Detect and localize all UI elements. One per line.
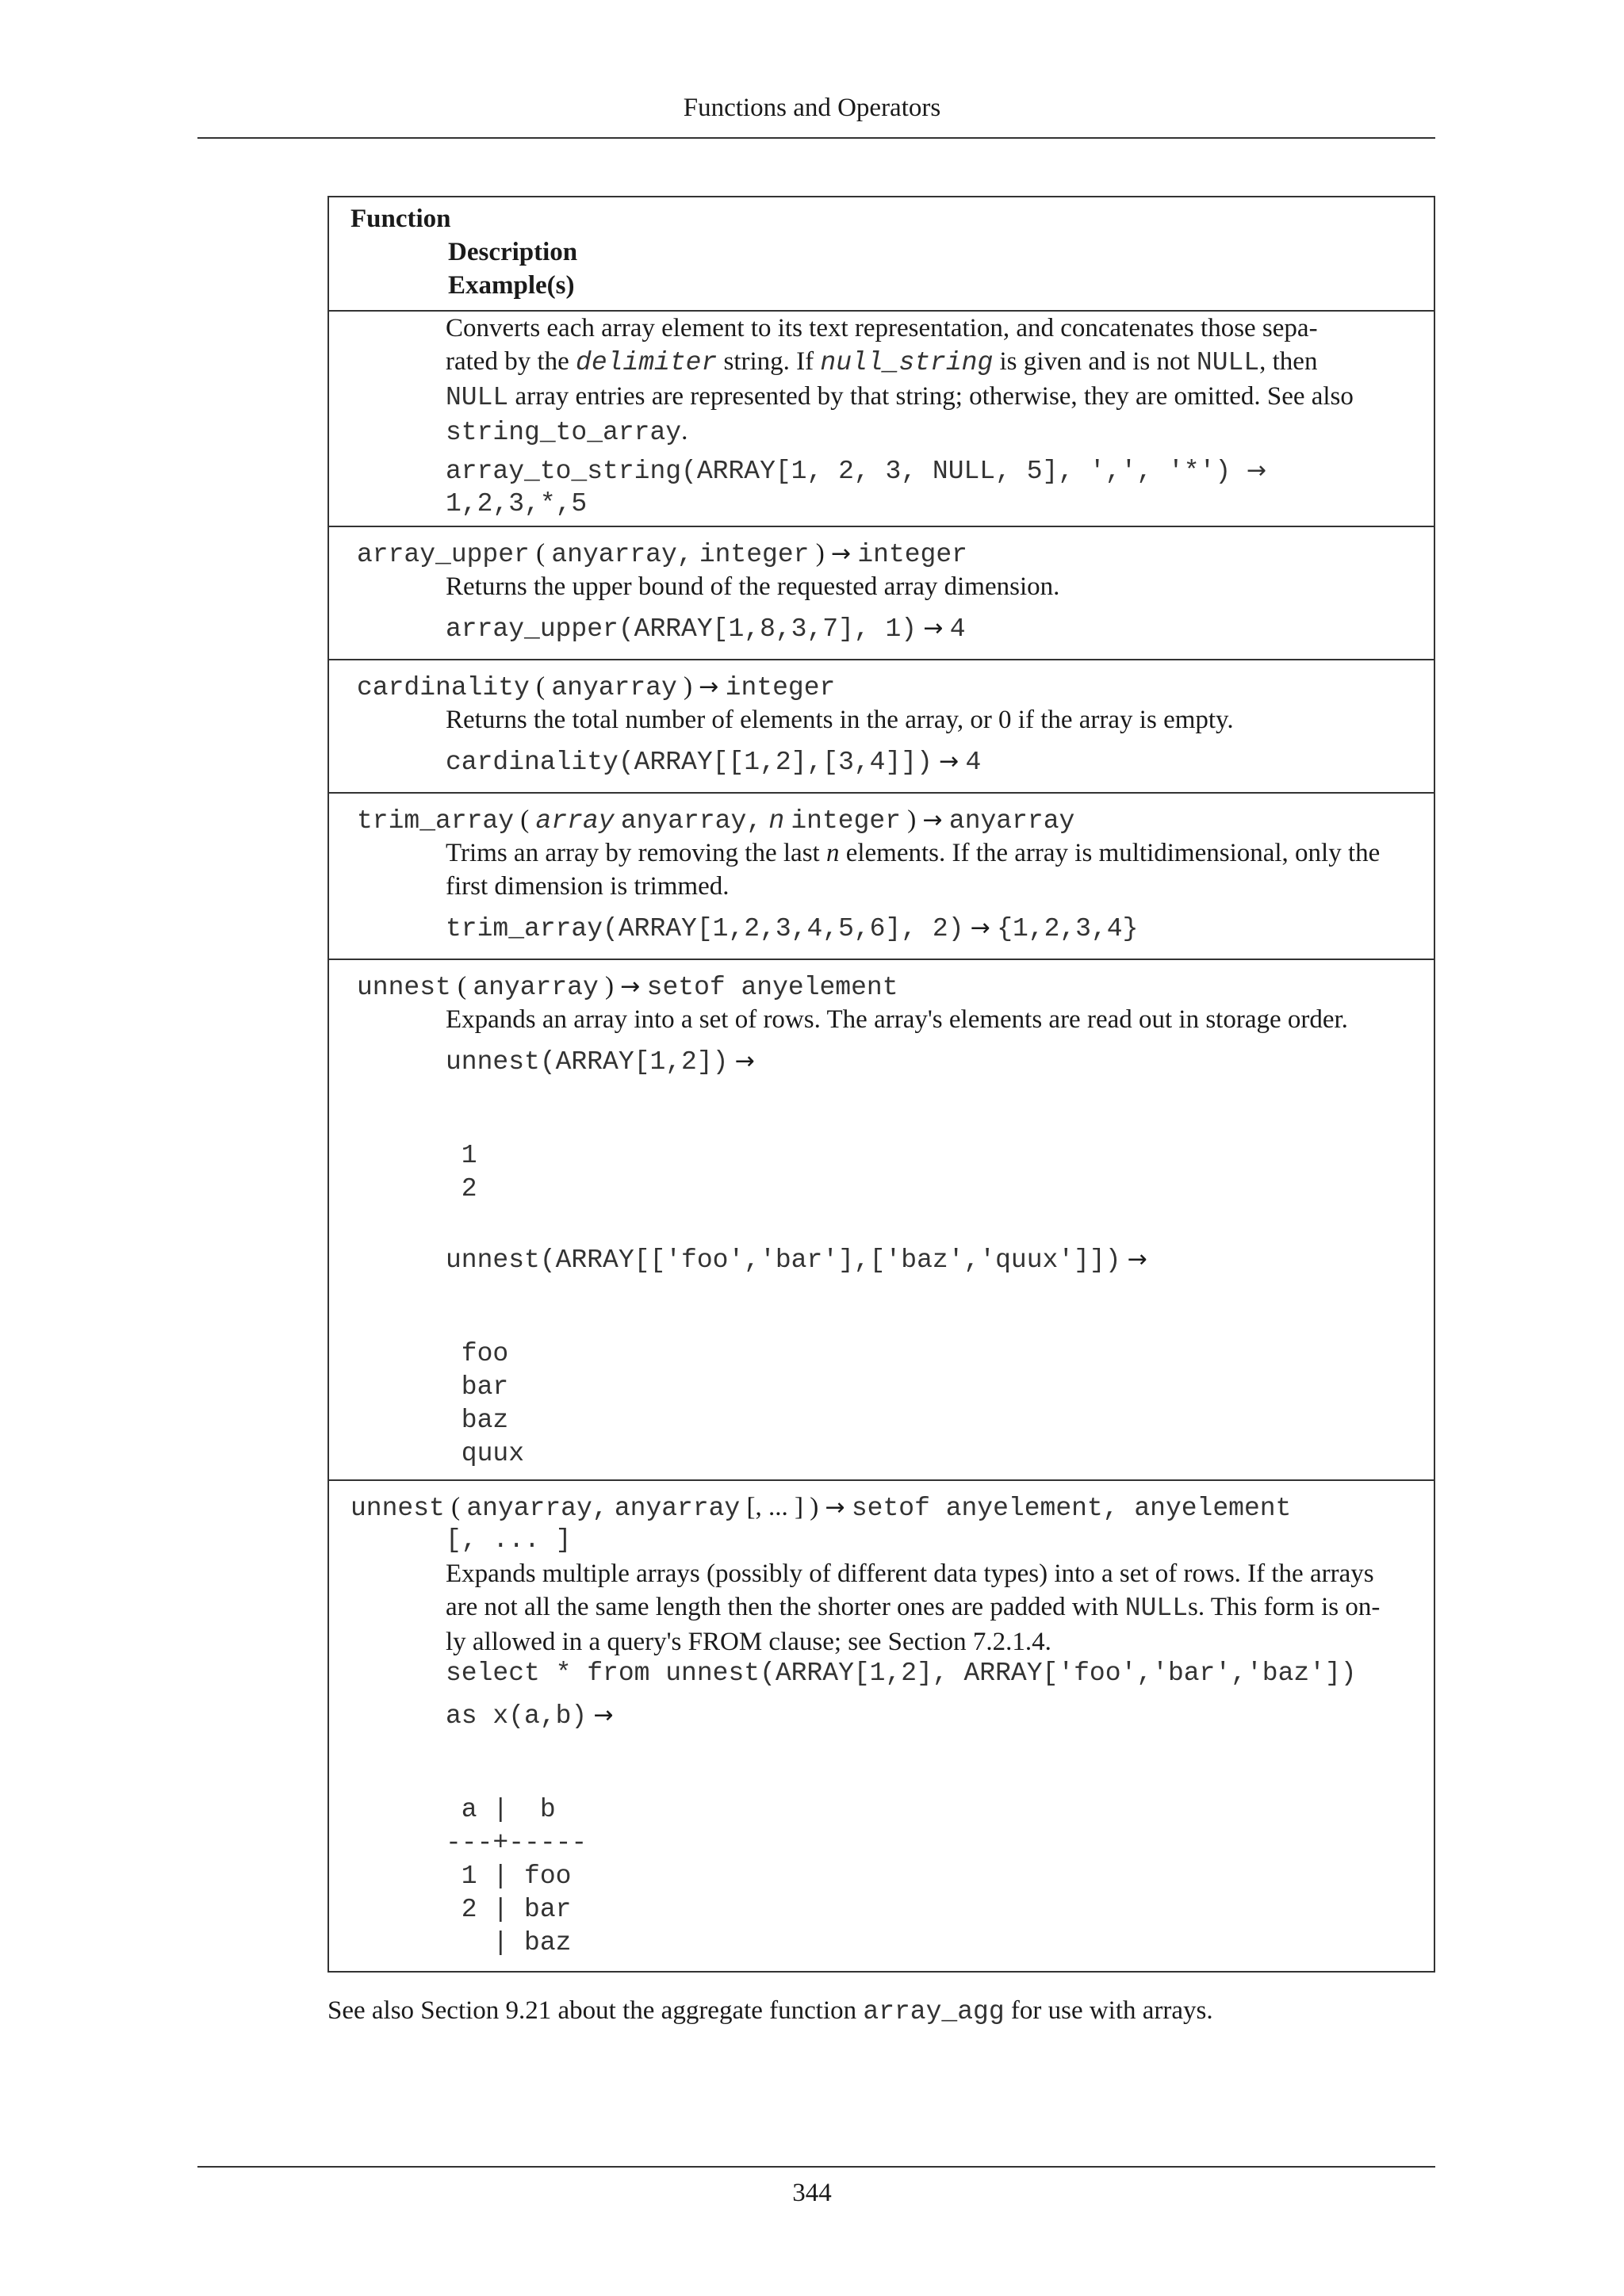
function-name: cardinality (357, 673, 530, 702)
description-text: s. This form is on- (1188, 1593, 1381, 1621)
arrow-icon: → (970, 914, 990, 942)
description-text: array entries are represented by that string; otherwise, they are omitted. See also (508, 382, 1354, 411)
paren: ( (520, 806, 530, 834)
example-output-line: a | b (446, 1795, 556, 1824)
null-keyword: NULL (1124, 1594, 1189, 1623)
param-name: n (768, 806, 785, 836)
example-output-line: 2 | bar (446, 1895, 572, 1924)
arg-type: integer (791, 806, 901, 836)
function-name: unnest (350, 1494, 445, 1523)
arg-type: anyarray, (466, 1494, 608, 1523)
paren: ) (815, 539, 825, 568)
return-type: setof anyelement, anyelement (851, 1494, 1292, 1523)
example-result: 4 (965, 748, 982, 777)
description-text: elements. If the array is multidimensional, only the (839, 839, 1381, 867)
paren: ) (810, 1493, 819, 1521)
paren: ) (684, 672, 693, 701)
function-description: Expands an array into a set of rows. The array's elements are read out in storage order. (446, 1005, 1348, 1034)
function-name: unnest (357, 973, 451, 1002)
param-null-string: null_string (820, 348, 994, 377)
example-output-line: baz (446, 1406, 509, 1435)
function-description (446, 1557, 1429, 1659)
example-code (446, 744, 981, 779)
string-to-array-link[interactable]: string_to_array (446, 418, 682, 447)
example-call: cardinality(ARRAY[[1,2],[3,4]]) (446, 748, 933, 777)
description-text: rated by the (446, 347, 576, 376)
null-keyword: NULL (1196, 348, 1260, 377)
description-text: is given and is not (993, 347, 1197, 376)
arrow-icon: → (922, 806, 943, 834)
page-number: 344 (792, 2179, 832, 2207)
function-table (327, 196, 1435, 1973)
arg-type: anyarray, (551, 540, 693, 569)
paren: ( (451, 1493, 461, 1521)
param-delimiter: delimiter (576, 348, 718, 377)
description-text: Trims an array by removing the last (446, 839, 826, 867)
table-row (329, 792, 1434, 959)
arg-type: anyarray, (620, 806, 763, 836)
arg-type: integer (699, 540, 810, 569)
arrow-icon: → (734, 1047, 755, 1075)
return-type: setof anyelement (646, 973, 898, 1002)
example-call: as x(a,b) (446, 1701, 588, 1731)
example-output-line: 2 (446, 1174, 477, 1203)
header-rule (197, 137, 1435, 139)
paren: ( (536, 539, 546, 568)
example-output-line: quux (446, 1439, 525, 1468)
example-code (446, 1242, 1147, 1277)
example-call: unnest(ARRAY[1,2]) (446, 1047, 729, 1077)
example-output-line: 1 | foo (446, 1862, 572, 1891)
example-output-line: 1 (446, 1141, 477, 1170)
function-signature (357, 670, 835, 705)
function-signature (357, 970, 898, 1004)
function-description: Returns the total number of elements in the array, or 0 if the array is empty. (446, 706, 1234, 734)
example-result: {1,2,3,4} (997, 914, 1139, 943)
return-type: anyarray (948, 806, 1075, 836)
example-call: array_upper(ARRAY[1,8,3,7], 1) (446, 614, 917, 644)
description-text: string. If (717, 347, 821, 376)
example-call: trim_array(ARRAY[1,2,3,4,5,6], 2) (446, 914, 964, 943)
arg-type: anyarray (551, 673, 677, 702)
running-header: Functions and Operators (683, 94, 941, 122)
example-call: array_to_string(ARRAY[1, 2, 3, NULL, 5], ',', '*') (446, 457, 1231, 486)
return-type: integer (857, 540, 967, 569)
paren: ) (907, 806, 917, 834)
description-line (446, 345, 1429, 380)
description-text: . (681, 417, 688, 446)
function-description (446, 836, 1429, 903)
description-line: Expands multiple arrays (possibly of different data types) into a set of rows. If the arrays (446, 1559, 1374, 1588)
example-code (446, 454, 1266, 488)
param-name: n (825, 839, 840, 867)
description-line (446, 1625, 1429, 1659)
paren: ) (605, 972, 615, 1001)
optional-args: [, ... ] (746, 1493, 803, 1521)
return-type-continuation: [, ... ] (446, 1525, 572, 1555)
col-description-header: Description (448, 238, 578, 266)
function-description (446, 312, 1429, 450)
example-output-line: | baz (446, 1928, 572, 1957)
example-code (446, 611, 966, 646)
table-row (329, 526, 1434, 659)
description-line: Converts each array element to its text representation, and concatenates those sepa- (446, 314, 1318, 342)
example-result: 1,2,3,*,5 (446, 489, 588, 519)
table-row (329, 959, 1434, 1479)
function-signature (357, 803, 1074, 838)
arrow-icon: → (825, 1494, 845, 1521)
see-also-note (327, 1996, 1213, 2026)
description-line (446, 415, 1429, 450)
description-text: are not all the same length then the shorter ones are padded with (446, 1593, 1125, 1621)
function-name: trim_array (357, 806, 515, 836)
example-code (446, 1698, 614, 1733)
footer-rule (197, 2166, 1435, 2168)
table-row (329, 310, 1434, 526)
example-output-line: ---+----- (446, 1828, 588, 1858)
paren: ( (536, 672, 546, 701)
example-code (446, 911, 1138, 946)
param-name: array (535, 806, 615, 836)
arrow-icon: → (923, 614, 944, 642)
arrow-icon: → (1246, 457, 1267, 484)
section-link[interactable]: ly allowed in a query's FROM clause; see Section 7.2.1.4. (446, 1628, 1051, 1656)
null-keyword: NULL (446, 383, 509, 412)
array-agg-code: array_agg (863, 1997, 1005, 2026)
arrow-icon: → (593, 1701, 614, 1729)
function-name: array_upper (357, 540, 530, 569)
note-text: for use with arrays. (1004, 1996, 1213, 2025)
arrow-icon: → (699, 673, 719, 701)
paren: ( (458, 972, 467, 1001)
description-line (446, 1590, 1429, 1625)
example-output-line: foo (446, 1339, 509, 1368)
col-function-header: Function (350, 205, 451, 233)
description-line: first dimension is trimmed. (446, 872, 730, 901)
function-description: Returns the upper bound of the requested array dimension. (446, 572, 1060, 601)
description-text: , then (1259, 347, 1318, 376)
arrow-icon: → (620, 973, 641, 1001)
table-row (329, 1479, 1434, 1971)
col-examples-header: Example(s) (448, 271, 575, 300)
arrow-icon: → (939, 748, 959, 775)
example-call: select * from unnest(ARRAY[1,2], ARRAY['foo','bar','baz']) (446, 1659, 1357, 1688)
description-line (446, 380, 1429, 415)
example-code (446, 1044, 755, 1079)
description-line (446, 836, 1429, 870)
example-call: unnest(ARRAY[['foo','bar'],['baz','quux']]) (446, 1246, 1121, 1275)
function-signature (357, 537, 967, 572)
arrow-icon: → (1127, 1246, 1147, 1273)
table-row (329, 659, 1434, 792)
note-text: See also Section 9.21 about the aggregate function (327, 1996, 864, 2025)
return-type: integer (725, 673, 836, 702)
example-output-line: bar (446, 1372, 509, 1402)
arrow-icon: → (830, 540, 852, 568)
arg-type: anyarray (614, 1494, 741, 1523)
function-signature (350, 1490, 1291, 1525)
example-result: 4 (949, 614, 966, 644)
arg-type: anyarray (473, 973, 599, 1002)
table-header-row (329, 197, 1434, 310)
